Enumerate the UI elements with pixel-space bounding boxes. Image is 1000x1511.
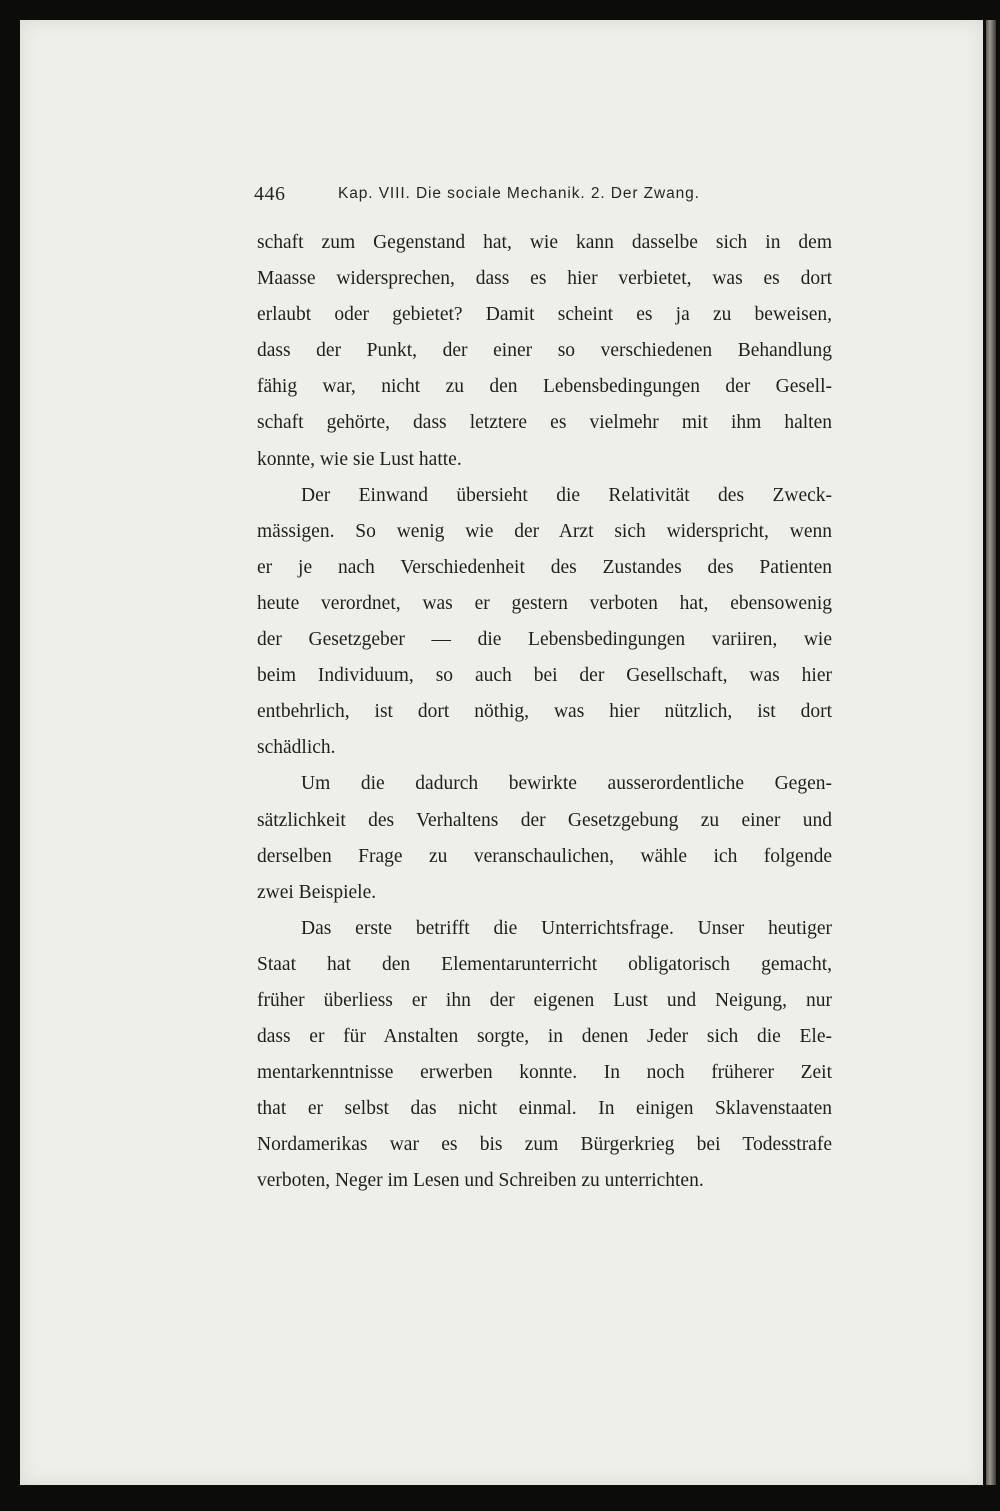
text-line: Maasse widersprechen, dass es hier verbietet, was es dort <box>257 268 832 290</box>
text-line: er je nach Verschiedenheit des Zustandes des Patienten <box>257 556 832 578</box>
text-line: früher überliess er ihn der eigenen Lust und Neigung, nur <box>257 989 832 1011</box>
text-line: fähig war, nicht zu den Lebensbedingungen der Gesell- <box>257 376 832 398</box>
text-line: dass er für Anstalten sorgte, in denen Jeder sich die Ele- <box>257 1026 832 1048</box>
running-header <box>254 183 834 211</box>
text-line: schädlich. <box>257 737 336 759</box>
text-line: Das erste betrifft die Unterrichtsfrage. Unser heutiger <box>301 917 832 939</box>
text-line: dass der Punkt, der einer so verschiedenen Behandlung <box>257 340 832 362</box>
text-line: verboten, Neger im Lesen und Schreiben zu unterrichten. <box>257 1170 704 1192</box>
page-number: 446 <box>254 183 286 205</box>
text-line: heute verordnet, was er gestern verboten hat, ebensowenig <box>257 592 832 614</box>
text-line: zwei Beispiele. <box>257 881 377 903</box>
page-edge-strip <box>986 20 996 1485</box>
text-line: konnte, wie sie Lust hatte. <box>257 448 462 470</box>
text-line: schaft zum Gegenstand hat, wie kann dasselbe sich in dem <box>257 232 832 253</box>
paragraph <box>257 911 832 1200</box>
text-line: Der Einwand übersieht die Relativität des Zweck- <box>301 484 832 506</box>
text-line: Um die dadurch bewirkte ausserordentliche Gegen- <box>301 773 832 795</box>
text-line: that er selbst das nicht einmal. In einigen Sklavenstaaten <box>257 1098 832 1120</box>
text-line: schaft gehörte, dass letztere es vielmehr mit ihm halten <box>257 412 832 434</box>
body-text <box>257 225 832 1200</box>
text-line: sätzlichkeit des Verhaltens der Gesetzgebung zu einer und <box>257 809 832 831</box>
text-line: der Gesetzgeber — die Lebensbedingungen variiren, wie <box>257 629 832 651</box>
text-line: derselben Frage zu veranschaulichen, wähle ich folgende <box>257 845 832 867</box>
text-line: mässigen. So wenig wie der Arzt sich widerspricht, wenn <box>257 520 832 542</box>
paragraph <box>257 478 832 767</box>
text-line: beim Individuum, so auch bei der Gesellschaft, was hier <box>257 665 832 687</box>
paragraph <box>257 225 832 478</box>
text-line: Staat hat den Elementarunterricht obligatorisch gemacht, <box>257 953 832 975</box>
text-line: entbehrlich, ist dort nöthig, was hier nützlich, ist dort <box>257 701 832 723</box>
text-line: erlaubt oder gebietet? Damit scheint es ja zu beweisen, <box>257 304 832 326</box>
text-line: Nordamerikas war es bis zum Bürgerkrieg bei Todesstrafe <box>257 1134 832 1156</box>
text-line: mentarkenntnisse erwerben konnte. In noch früherer Zeit <box>257 1062 832 1084</box>
paragraph <box>257 766 832 910</box>
running-header-title: Kap. VIII. Die sociale Mechanik. 2. Der Zwang. <box>338 185 700 202</box>
